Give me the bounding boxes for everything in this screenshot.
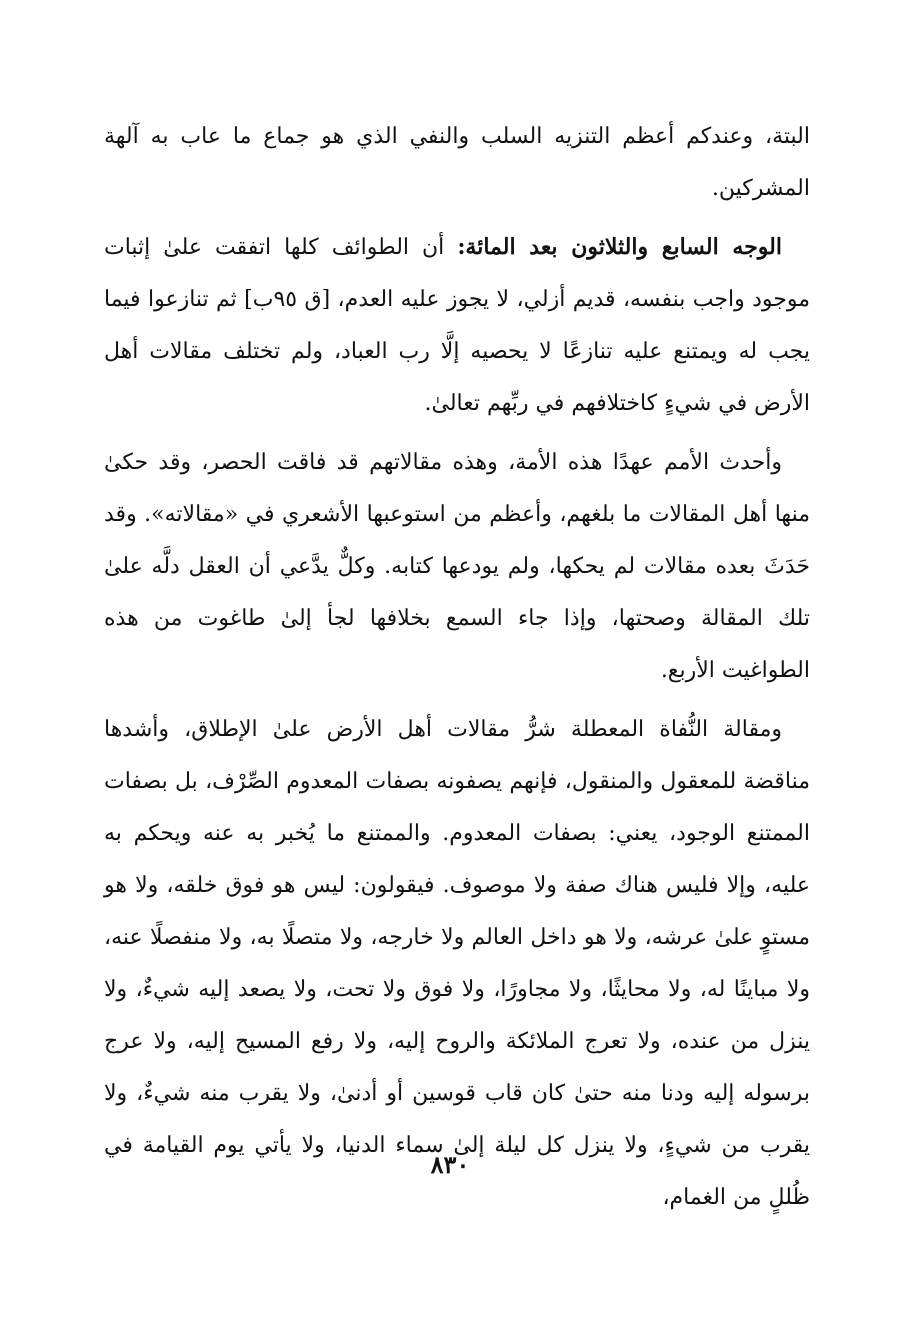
paragraph-2-lead: الوجه السابع والثلاثون بعد المائة: [457, 234, 782, 260]
paragraph-4 [104, 703, 810, 1224]
page-number: ٨٣٠ [430, 1150, 470, 1179]
paragraph-3 [104, 436, 810, 697]
paragraph-3-text: وأحدث الأمم عهدًا هذه الأمة، وهذه مقالاتهم قد فاقت الحصر، وقد حكىٰ منها أهل المقالات ما بلغهم، وأعظم من استوعبها الأشعري في «مقالاته». وقد حَدَثَ بعده مقالات لم يحكها، ولم يودعها كتابه. وكلٌّ يدَّعي أن العقل دلَّه علىٰ تلك المقالة وصحتها، وإذا جاء السمع بخلافها لجأ إلىٰ طاغوت من هذه الطواغيت الأربع. [104, 450, 810, 683]
paragraph-2 [104, 221, 810, 430]
paragraph-2-text: أن الطوائف كلها اتفقت علىٰ إثبات موجود واجب بنفسه، قديم أزلي، لا يجوز عليه العدم، [ق ٩٥ب] ثم تنازعوا فيما يجب له ويمتنع عليه تنازعًا لا يحصيه إلَّا رب العباد، ولم تختلف مقالات أهل الأرض في شيءٍ كاختلافهم في ربِّهم تعالىٰ. [104, 235, 810, 416]
paragraph-1-text: البتة، وعندكم أعظم التنزيه السلب والنفي الذي هو جماع ما عاب به آلهة المشركين. [104, 124, 810, 201]
page-body [104, 110, 810, 1224]
paragraph-4-text: ومقالة النُّفاة المعطلة شرُّ مقالات أهل الأرض علىٰ الإطلاق، وأشدها مناقضة للمعقول والمنقول، فإنهم يصفونه بصفات المعدوم الصِّرْف، بل بصفات الممتنع الوجود، يعني: بصفات المعدوم. والممتنع ما يُخبر به عنه ويحكم به عليه، وإلا فليس هناك صفة ولا موصوف. فيقولون: ليس هو فوق خلقه، ولا هو مستوٍ علىٰ عرشه، ولا هو داخل العالم ولا خارجه، ولا متصلًا به، ولا منفصلًا عنه، ولا مباينًا له، ولا محايثًا، ولا مجاورًا، ولا فوق ولا تحت، ولا يصعد إليه شيءٌ، ولا ينزل من عنده، ولا تعرج الملائكة والروح إليه، ولا رفع المسيح إليه، ولا عرج برسوله إليه ودنا منه حتىٰ كان قاب قوسين أو أدنىٰ، ولا يقرب منه شيءٌ، ولا يقرب من شيءٍ، ولا ينزل كل ليلة إلىٰ سماء الدنيا، ولا يأتي يوم القيامة في ظُللٍ من الغمام، [104, 717, 811, 1210]
paragraph-1 [104, 110, 810, 215]
